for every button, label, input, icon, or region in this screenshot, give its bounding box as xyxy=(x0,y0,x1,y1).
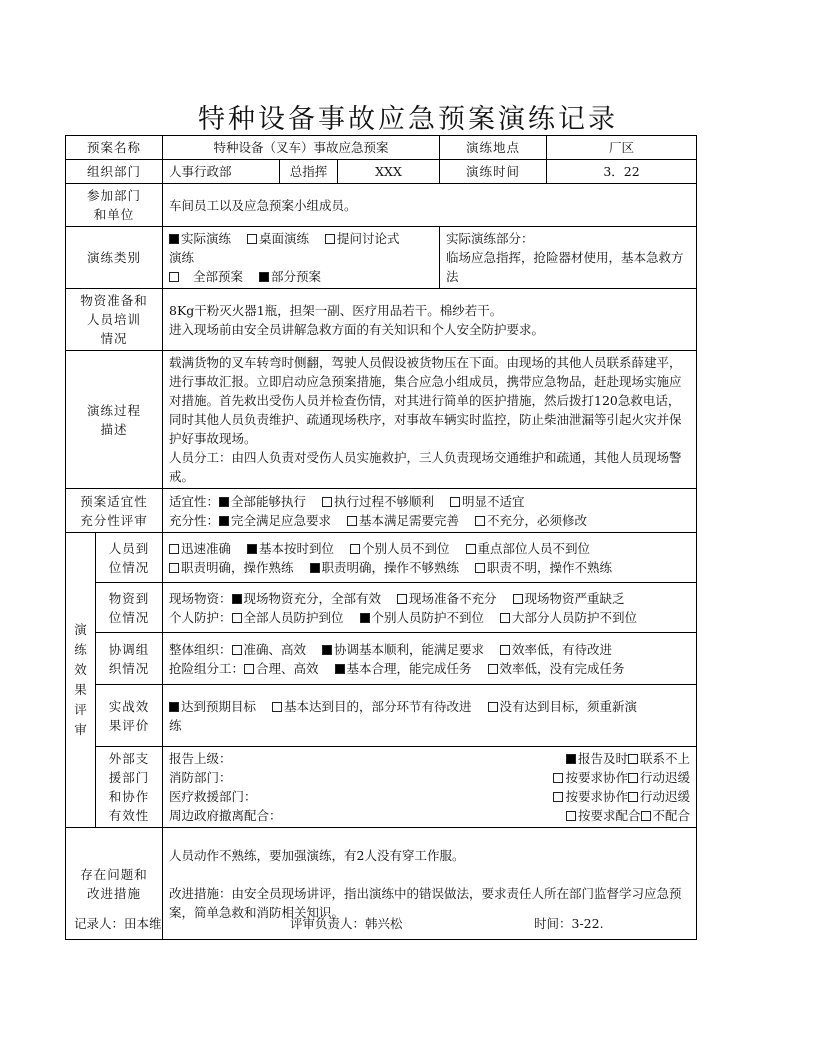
drill-type-label: 演练类别 xyxy=(66,227,163,289)
coordination-opt: 协调基本顺利，能满足要求 xyxy=(334,641,485,657)
process-label-line: 描述 xyxy=(100,421,128,437)
opt-discussion-drill-cont: 演练 xyxy=(169,250,195,265)
coordination-opt: 合理、高效 xyxy=(256,660,319,676)
materials-row xyxy=(66,289,697,351)
combat-opt: 达到预期目标 xyxy=(181,698,257,714)
checkbox-empty-icon xyxy=(232,645,242,655)
personnel-opt: 职责明确，操作不够熟练 xyxy=(321,559,460,575)
materials-line: 进入现场前由安全员讲解急救方面的有关知识和个人安全防护要求。 xyxy=(169,321,545,337)
time-label: 演练时间 xyxy=(440,160,547,184)
checkbox-empty-icon xyxy=(322,497,332,507)
full-opt: 基本满足需要完善 xyxy=(359,512,460,528)
external-opt: 联系不上 xyxy=(640,751,691,766)
issues-label-line: 存在问题和 xyxy=(80,866,148,882)
side-char: 演 xyxy=(74,622,87,637)
effect-coordination-row xyxy=(66,633,697,685)
drill-type-options xyxy=(163,227,440,289)
coordination-opt: 效率低，没有完成任务 xyxy=(499,660,625,676)
drill-part-value: 临场应急指挥，抢险器材使用，基本急救方法 xyxy=(446,250,684,284)
combat-label-line: 实战效 xyxy=(108,698,150,714)
checkbox-checked-icon xyxy=(566,754,576,764)
external-label-line: 有效性 xyxy=(108,808,150,823)
checkbox-checked-icon xyxy=(259,272,269,282)
external-opt: 行动迟缓 xyxy=(640,789,691,804)
process-label xyxy=(66,351,163,489)
suitability-label xyxy=(66,489,163,533)
participants-label-line: 和单位 xyxy=(93,207,135,222)
effect-combat-row xyxy=(66,685,697,747)
checkbox-empty-icon xyxy=(272,702,282,712)
fit-opt: 执行过程不够顺利 xyxy=(334,493,435,509)
personnel-options xyxy=(163,533,697,583)
side-char: 评 xyxy=(74,702,87,717)
plan-name-label: 预案名称 xyxy=(66,136,163,160)
full-label: 充分性： xyxy=(169,512,220,528)
checkbox-checked-icon xyxy=(219,497,229,507)
drill-record-form xyxy=(65,135,697,940)
opt-desktop-drill: 桌面演练 xyxy=(259,231,310,246)
checkbox-empty-icon xyxy=(475,516,485,526)
checkbox-checked-icon xyxy=(169,234,179,244)
checkbox-empty-icon xyxy=(566,811,576,821)
side-char: 审 xyxy=(74,722,87,737)
external-opt: 按要求配合 xyxy=(577,808,641,823)
checkbox-empty-icon xyxy=(450,497,460,507)
supplies-opt: 全部人员防护到位 xyxy=(243,609,344,625)
drill-type-row xyxy=(66,227,697,289)
materials-value xyxy=(163,289,697,351)
checkbox-empty-icon xyxy=(232,613,242,623)
checkbox-checked-icon xyxy=(310,563,320,573)
issues-line: 人员动作不熟练，要加强演练，有2人没有穿工作服。 xyxy=(169,847,465,863)
suitability-label-line: 充分性评审 xyxy=(80,512,148,528)
participants-row xyxy=(66,184,697,227)
plan-row xyxy=(66,136,697,160)
personnel-opt: 迅速准确 xyxy=(181,540,232,556)
checkbox-empty-icon xyxy=(513,594,523,604)
dept-label: 组织部门 xyxy=(66,160,163,184)
coordination-opt: 基本合理，能完成任务 xyxy=(346,660,472,676)
checkbox-empty-icon xyxy=(641,811,651,821)
supplies-options xyxy=(163,583,697,633)
checkbox-empty-icon xyxy=(397,594,407,604)
coordination-prefix: 整体组织： xyxy=(169,641,232,657)
checkbox-empty-icon xyxy=(169,272,179,282)
process-description xyxy=(163,351,697,489)
checkbox-checked-icon xyxy=(247,544,257,554)
coordination-prefix: 抢险组分工： xyxy=(169,660,245,676)
checkbox-empty-icon xyxy=(169,563,179,573)
combat-label-line: 果评价 xyxy=(108,717,150,733)
coordination-opt: 准确、高效 xyxy=(243,641,307,657)
checkbox-empty-icon xyxy=(488,664,498,674)
checkbox-empty-icon xyxy=(350,544,360,554)
suitability-options xyxy=(163,489,697,533)
fit-opt: 明显不适宜 xyxy=(462,493,525,509)
external-opt: 报告及时 xyxy=(577,751,628,766)
checkbox-empty-icon xyxy=(475,563,485,573)
supplies-opt: 现场准备不充分 xyxy=(409,590,497,606)
external-opt: 不配合 xyxy=(652,808,691,823)
personnel-opt: 个别人员不到位 xyxy=(362,540,450,556)
dept-value: 人事行政部 xyxy=(163,160,280,184)
combat-opt-cont: 练 xyxy=(169,717,182,733)
participants-label xyxy=(66,184,163,227)
effect-personnel-row xyxy=(66,533,697,583)
checkbox-checked-icon xyxy=(232,594,242,604)
process-paragraph: 人员分工：由四人负责对受伤人员实施救护，三人负责现场交通维护和疏通，其他人员现场警戒。 xyxy=(169,450,682,484)
location-label: 演练地点 xyxy=(440,136,547,160)
checkbox-empty-icon xyxy=(500,613,510,623)
checkbox-empty-icon xyxy=(244,664,254,674)
supplies-label-line: 物资到 xyxy=(108,590,150,606)
checkbox-checked-icon xyxy=(169,702,179,712)
personnel-opt: 重点部位人员不到位 xyxy=(477,540,591,556)
external-opt: 按要求协作 xyxy=(565,770,628,785)
supplies-prefix: 个人防护： xyxy=(169,609,232,625)
full-opt: 不充分，必须修改 xyxy=(487,512,588,528)
personnel-opt: 基本按时到位 xyxy=(259,540,335,556)
opt-discussion-drill: 提问讨论式 xyxy=(337,231,400,246)
supplies-opt: 现场物资充分，全部有效 xyxy=(243,590,382,606)
external-opt: 行动迟缓 xyxy=(640,770,691,785)
checkbox-empty-icon xyxy=(347,516,357,526)
personnel-opt: 职责明确，操作熟练 xyxy=(181,559,294,575)
participants-label-line: 参加部门 xyxy=(87,188,142,203)
supplies-label-line: 位情况 xyxy=(108,609,150,625)
checkbox-empty-icon xyxy=(553,792,563,802)
supplies-opt: 个别人员防护不到位 xyxy=(371,609,485,625)
checkbox-checked-icon xyxy=(219,516,229,526)
plan-name-value: 特种设备（叉车）事故应急预案 xyxy=(163,136,440,160)
combat-opt: 没有达到目标，须重新演 xyxy=(499,698,638,714)
external-row xyxy=(169,806,690,825)
materials-line: 8Kg干粉灭火器1瓶，担架一副、医疗用品若干。棉纱若干。 xyxy=(169,302,503,318)
external-dept: 报告上级： xyxy=(169,751,232,766)
full-opt: 完全满足应急要求 xyxy=(231,512,332,528)
external-row xyxy=(169,768,690,787)
external-opt: 按要求协作 xyxy=(565,789,628,804)
checkbox-empty-icon xyxy=(488,702,498,712)
side-char: 效 xyxy=(74,662,87,677)
reviewer: 评审负责人：韩兴松 xyxy=(290,916,403,931)
checkbox-empty-icon xyxy=(500,645,510,655)
checkbox-empty-icon xyxy=(628,754,638,764)
suitability-label-line: 预案适宜性 xyxy=(80,493,148,509)
supplies-opt: 现场物资严重缺乏 xyxy=(524,590,625,606)
time-value: 3．22 xyxy=(547,160,697,184)
checkbox-empty-icon xyxy=(325,234,335,244)
issues-value xyxy=(163,828,697,940)
combat-label xyxy=(96,685,163,747)
external-options xyxy=(163,747,697,828)
process-paragraph: 载满货物的叉车转弯时侧翻，驾驶人员假设被货物压在下面。由现场的其他人员联系薛建平，进行事故汇报。立即启动应急预案措施，集合应急小组成员，携带应急物品，赶赴现场实施应对措施。首先救出受伤人员并检查伤情，对其进行简单的医护措施，然后拨打120急救电话，同时其他人员负责维护、疏通现场秩序，对事故车辆实时监控，防止柴油泄漏等引起火灾并保护好事故现场。 xyxy=(169,355,682,446)
personnel-label-line: 人员到 xyxy=(108,540,150,556)
record-time: 时间：3-22. xyxy=(534,916,604,931)
checkbox-checked-icon xyxy=(322,645,332,655)
combat-opt: 基本达到目的，部分环节有待改进 xyxy=(284,698,472,714)
checkbox-empty-icon xyxy=(247,234,257,244)
process-label-line: 演练过程 xyxy=(87,402,142,418)
personnel-opt: 职责不明，操作不熟练 xyxy=(487,559,613,575)
coordination-label-line: 织情况 xyxy=(108,660,150,676)
materials-label-line: 情况 xyxy=(100,331,128,346)
coordination-label xyxy=(96,633,163,685)
personnel-label xyxy=(96,533,163,583)
checkbox-empty-icon xyxy=(628,773,638,783)
personnel-label-line: 位情况 xyxy=(108,559,150,575)
supplies-opt: 大部分人员防护不到位 xyxy=(512,609,638,625)
coordination-opt: 效率低，有待改进 xyxy=(512,641,613,657)
participants-value: 车间员工以及应急预案小组成员。 xyxy=(163,184,697,227)
improvement-measures: 改进措施：由安全员现场讲评，指出演练中的错误做法，要求责任人所在部门监督学习应急预案，简单急救和消防相关知识。 xyxy=(169,885,682,920)
checkbox-checked-icon xyxy=(360,613,370,623)
effect-supplies-row xyxy=(66,583,697,633)
external-dept: 消防部门： xyxy=(169,770,232,785)
coordination-label-line: 协调组 xyxy=(108,641,150,657)
page-title: 特种设备事故应急预案演练记录 xyxy=(198,104,618,135)
external-label-line: 和协作 xyxy=(108,789,150,804)
materials-label xyxy=(66,289,163,351)
recorder: 记录人：田本维 xyxy=(74,916,162,931)
location-value: 厂区 xyxy=(547,136,697,160)
suitability-row xyxy=(66,489,697,533)
opt-partial-plan: 部分预案 xyxy=(271,269,322,284)
external-row xyxy=(169,787,690,806)
external-dept: 周边政府撤离配合： xyxy=(169,808,282,823)
coordination-options xyxy=(163,633,697,685)
side-char: 果 xyxy=(74,682,87,697)
materials-label-line: 物资准备和 xyxy=(80,293,148,308)
process-row xyxy=(66,351,697,489)
external-dept: 医疗救援部门： xyxy=(169,789,257,804)
effect-external-row xyxy=(66,747,697,828)
checkbox-checked-icon xyxy=(335,664,345,674)
checkbox-empty-icon xyxy=(553,773,563,783)
commander-value: XXX xyxy=(338,160,440,184)
effect-side-label xyxy=(66,533,96,828)
commander-label: 总指挥 xyxy=(280,160,338,184)
supplies-prefix: 现场物资： xyxy=(169,590,232,606)
fit-label: 适宜性： xyxy=(169,493,220,509)
checkbox-empty-icon xyxy=(628,792,638,802)
drill-part xyxy=(440,227,697,289)
drill-part-title: 实际演练部分： xyxy=(446,231,534,246)
checkbox-empty-icon xyxy=(169,544,179,554)
external-label xyxy=(96,747,163,828)
materials-label-line: 人员培训 xyxy=(87,312,142,327)
checkbox-empty-icon xyxy=(466,544,476,554)
external-row xyxy=(169,749,690,768)
external-label-line: 援部门 xyxy=(108,770,150,785)
external-label-line: 外部支 xyxy=(108,751,150,766)
supplies-label xyxy=(96,583,163,633)
issues-label-line: 改进措施 xyxy=(87,885,142,901)
fit-opt: 全部能够执行 xyxy=(231,493,307,509)
org-row xyxy=(66,160,697,184)
opt-full-plan: 全部预案 xyxy=(193,269,244,284)
opt-actual-drill: 实际演练 xyxy=(181,231,232,246)
side-char: 练 xyxy=(74,642,87,657)
combat-options xyxy=(163,685,697,747)
